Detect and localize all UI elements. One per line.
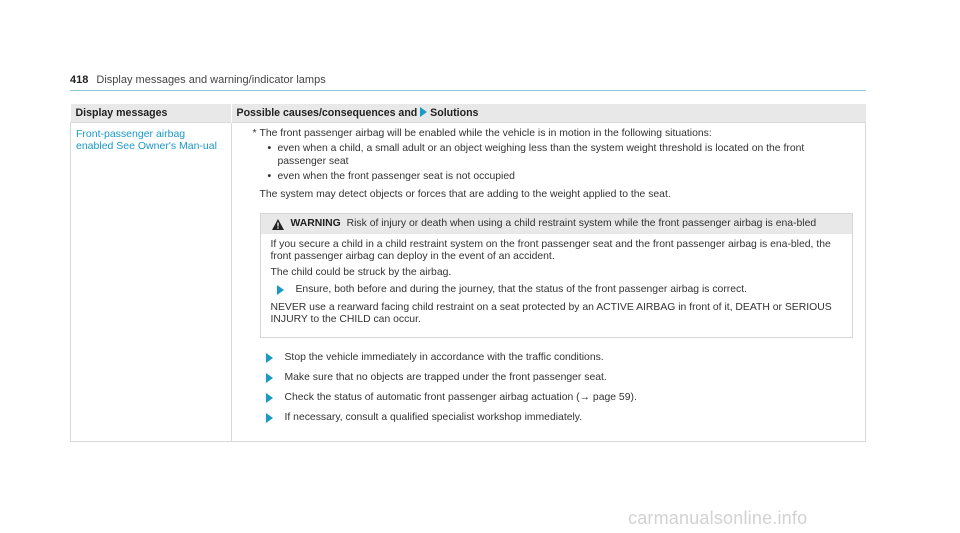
step-arrow-icon: [266, 393, 273, 403]
solution-arrow-icon: [420, 107, 427, 117]
situation-list: [248, 143, 854, 183]
table-header-row: [71, 104, 866, 123]
message-cell: [71, 123, 232, 442]
display-messages-table: [70, 104, 866, 442]
display-message-link[interactable]: Front-passenger airbag enabled See Owner's Man-ual: [76, 128, 217, 152]
column-header-display-messages: Display messages: [71, 104, 232, 123]
warning-body: [261, 234, 853, 337]
bullet-icon: •: [267, 170, 272, 182]
warning-step: Ensure, both before and during the journey, that the status of the front passenger airbag is correct.: [271, 284, 845, 296]
page-title: Display messages and warning/indicator lamps: [96, 74, 326, 86]
warning-paragraph: The child could be struck by the airbag.: [270, 267, 452, 279]
solutions-cell: [231, 123, 866, 442]
solution-step: If necessary, consult a qualified specialist workshop immediately.: [260, 412, 854, 424]
step-arrow-icon: [266, 413, 273, 423]
warning-paragraph: If you secure a child in a child restraint system on the front passenger seat and the front passenger airbag is ena-bled, the front passenger airbag can deploy in the event of an accident.: [270, 238, 831, 263]
asterisk-mark: *: [252, 128, 257, 139]
list-item: • even when the front passenger seat is not occupied: [267, 170, 515, 182]
step-arrow-icon: [266, 373, 273, 383]
column-header-causes-solutions: Possible causes/consequences and Solutions: [231, 104, 866, 123]
intro-note: [248, 128, 854, 140]
intro-text: The front passenger airbag will be enabled while the vehicle is in motion in the following situations:: [259, 128, 712, 139]
solution-steps: [260, 352, 854, 425]
warning-heading-text: Risk of injury or death when using a child restraint system while the front passenger airbag is ena-bled: [346, 218, 817, 230]
step-arrow-icon: [266, 353, 273, 363]
list-item: • even when a child, a small adult or an object weighing less than the system weight threshold is located on the front passenger seat: [267, 143, 805, 167]
warning-box: [260, 213, 854, 337]
detect-note: The system may detect objects or forces that are adding to the weight applied to the seat.: [259, 189, 671, 201]
solution-step: Stop the vehicle immediately in accordance with the traffic conditions.: [260, 352, 854, 364]
step-arrow-icon: [277, 285, 284, 295]
warning-triangle-icon: [272, 219, 284, 230]
never-warning-text: NEVER use a rearward facing child restraint on a seat protected by an ACTIVE AIRBAG in front of it, DEATH or SERIOUS INJURY to the CHILD can occur.: [270, 301, 832, 326]
bullet-icon: •: [267, 143, 272, 155]
table-row: [71, 123, 866, 442]
page-header: [70, 74, 866, 91]
warning-heading: [261, 214, 853, 233]
solution-step: Check the status of automatic front passenger airbag actuation (→ page 59).: [260, 392, 854, 404]
watermark: carmanualsonline.info: [628, 508, 808, 528]
warning-label: WARNING: [290, 218, 341, 230]
solution-step: Make sure that no objects are trapped under the front passenger seat.: [260, 372, 854, 384]
page-number: 418: [70, 74, 89, 86]
